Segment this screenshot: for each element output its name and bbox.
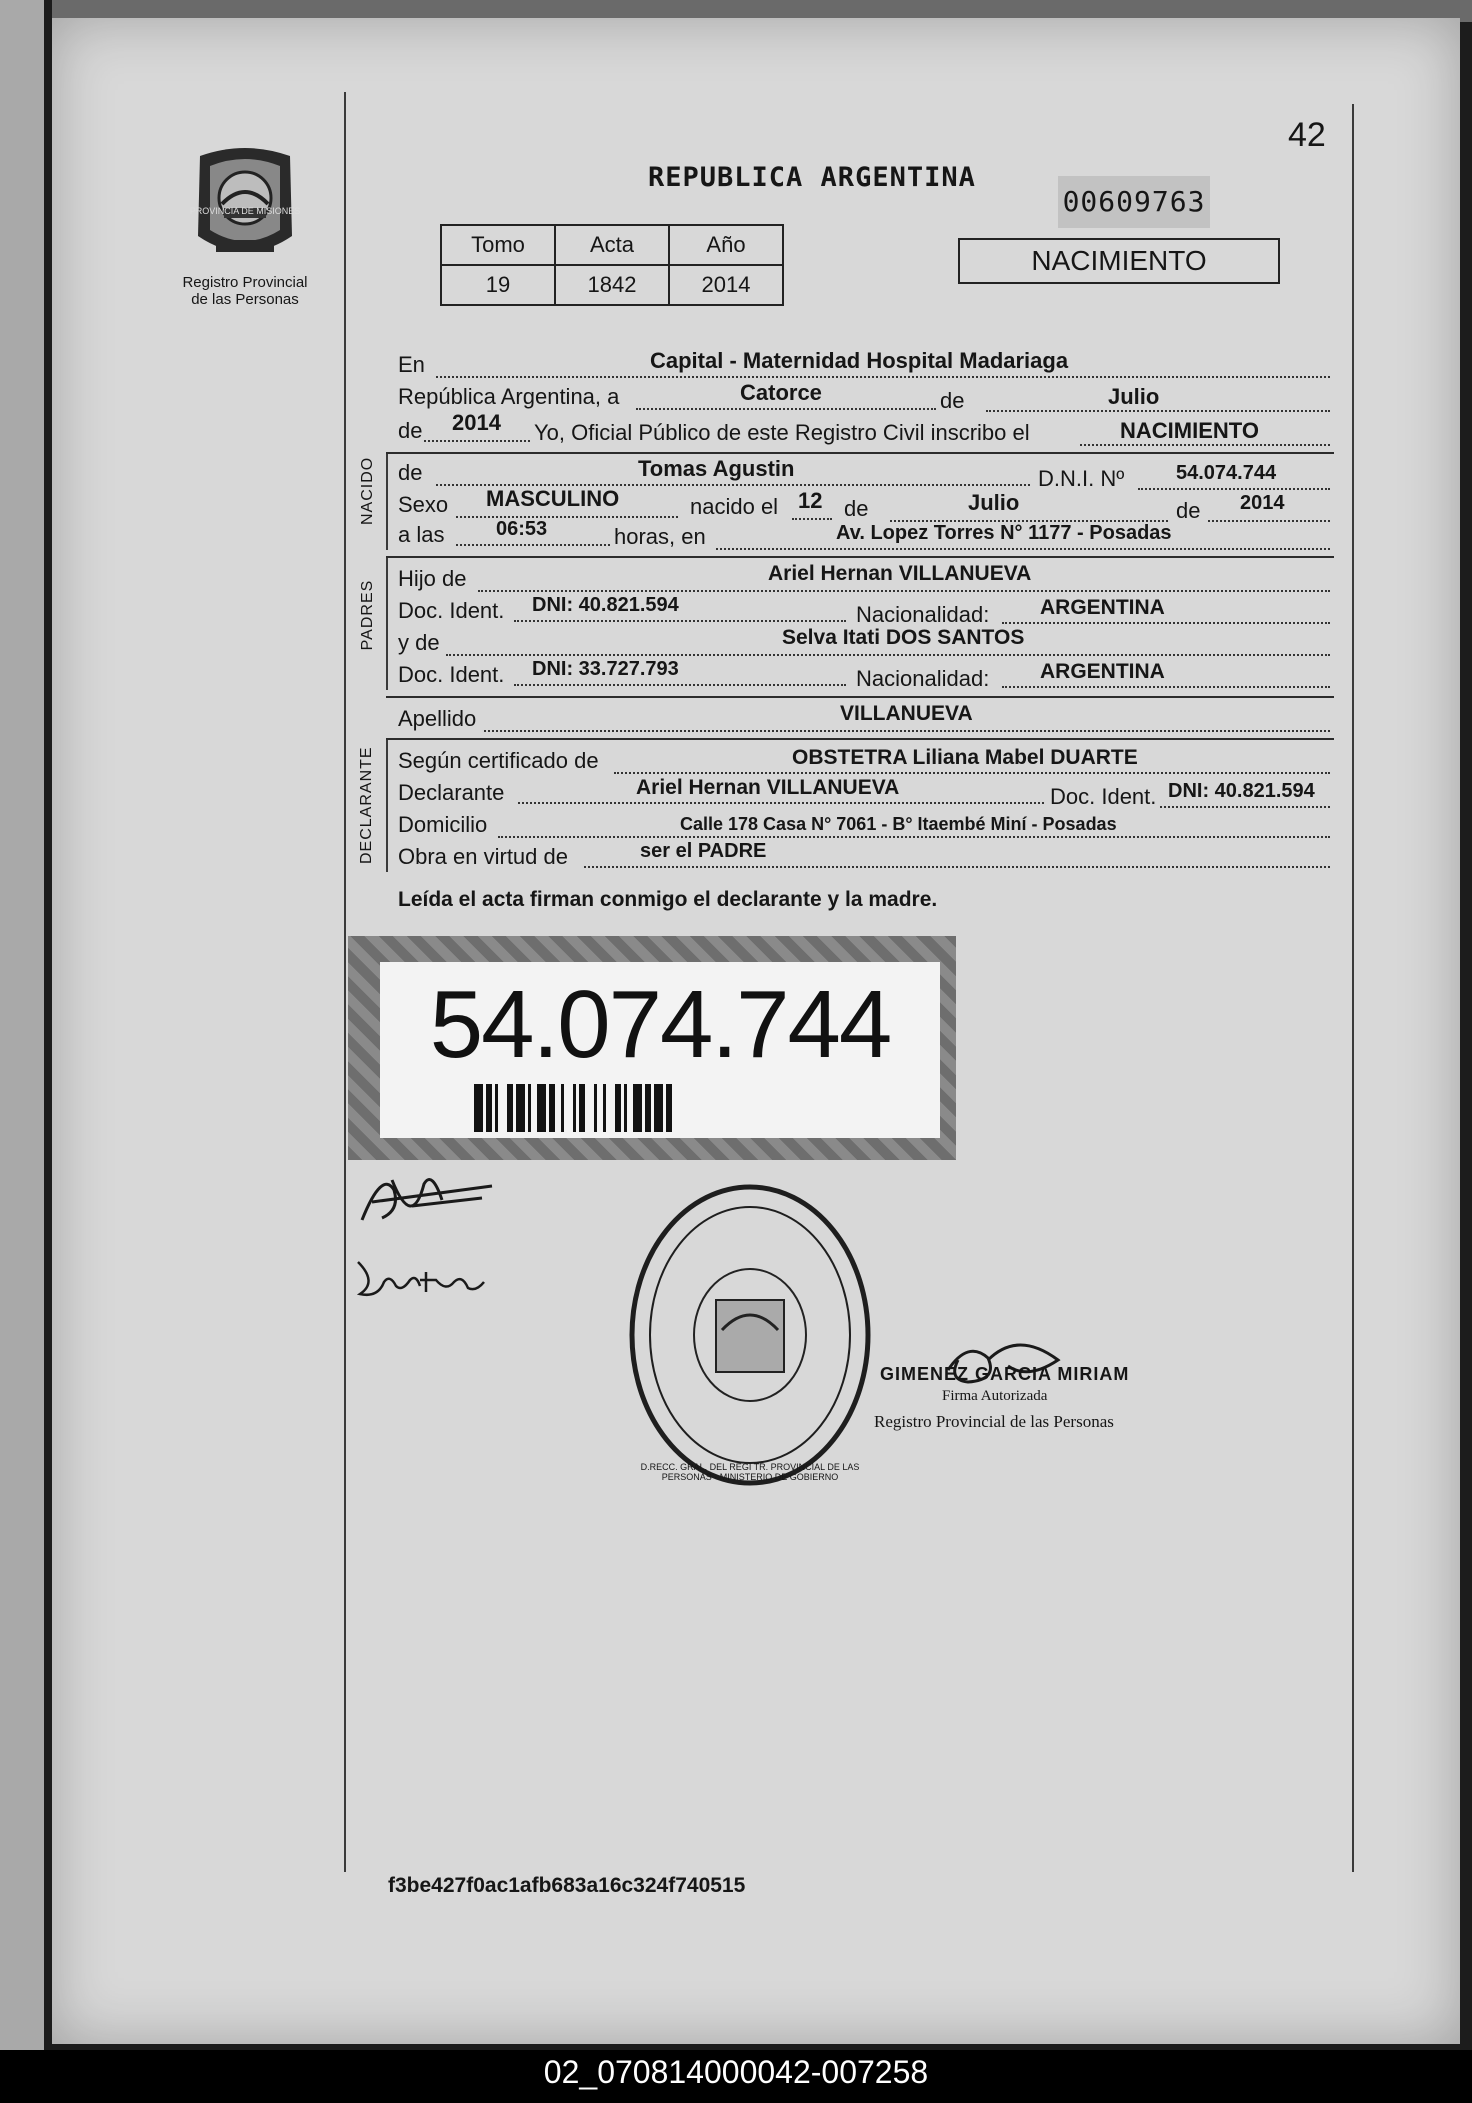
de-label: de: [844, 496, 869, 521]
child-dni-value: 54.074.744: [1176, 462, 1277, 484]
barcode-bar: [507, 1084, 513, 1132]
barcode-bar: [615, 1084, 621, 1132]
right-margin-rule: [1352, 104, 1354, 1872]
document-hash: f3be427f0ac1afb683a16c324f740515: [388, 1874, 746, 1897]
birth-month-value: Julio: [968, 490, 1020, 515]
declarante-label: Declarante: [398, 780, 505, 805]
barcode-bar: [528, 1084, 531, 1132]
time-value: 06:53: [496, 518, 548, 540]
fill-line: [1138, 488, 1330, 490]
mother-signature-icon: [350, 1252, 490, 1304]
barcode-icon: [474, 1084, 844, 1132]
province-logo: [180, 140, 310, 268]
nacido-section-label: NACIDO: [359, 456, 376, 525]
barcode-bar: [537, 1084, 546, 1132]
nacionalidad-label: Nacionalidad:: [856, 666, 990, 691]
barcode-bar: [603, 1084, 606, 1132]
fill-line: [614, 772, 1330, 774]
de-label: de: [398, 460, 423, 485]
declarant-doc-value: DNI: 40.821.594: [1168, 780, 1315, 802]
place-value: Capital - Maternidad Hospital Madariaga: [650, 348, 1069, 373]
barcode-bar: [495, 1084, 498, 1132]
a-las-label: a las: [398, 522, 445, 547]
fill-line: [792, 518, 832, 520]
document-title: REPUBLICA ARGENTINA: [648, 162, 976, 193]
father-name-value: Ariel Hernan VILLANUEVA: [768, 562, 1032, 585]
official-name: GIMENEZ GARCIA MIRIAM: [880, 1364, 1130, 1384]
fill-line: [436, 376, 1330, 378]
barcode-bar: [561, 1084, 564, 1132]
act-type-value: NACIMIENTO: [1120, 418, 1259, 443]
barcode-bar: [666, 1084, 672, 1132]
obra-value: ser el PADRE: [640, 840, 767, 862]
declarante-section-label: DECLARANTE: [358, 746, 375, 864]
page-number: 42: [1288, 116, 1326, 154]
fill-line: [456, 544, 610, 546]
left-margin-rule: [344, 92, 346, 1872]
section-bracket: [386, 740, 388, 872]
hijo-de-label: Hijo de: [398, 566, 467, 591]
tomo-acta-anio-table: [440, 224, 784, 306]
fill-line: [518, 802, 1044, 804]
fill-line: [1002, 622, 1330, 624]
registry-caption: [150, 274, 340, 308]
barcode-bar: [549, 1084, 555, 1132]
adjacent-page-edge: [0, 0, 44, 2060]
doc-ident-label: Doc. Ident.: [1050, 784, 1157, 809]
section-bracket: [386, 558, 388, 690]
republica-label: República Argentina, a: [398, 384, 620, 409]
de-label: de: [398, 418, 423, 443]
fill-line: [986, 410, 1330, 412]
barcode-bar: [654, 1084, 663, 1132]
officer-text: Yo, Oficial Público de este Registro Civil inscribo el: [534, 420, 1030, 445]
barcode-bar: [645, 1084, 651, 1132]
scan-file-code: 02_070814000042-007258: [543, 2054, 929, 2090]
barcode-bar: [579, 1084, 585, 1132]
fill-line: [1208, 520, 1330, 522]
dni-label: D.N.I. Nº: [1038, 466, 1125, 491]
nacionalidad-label: Nacionalidad:: [856, 602, 990, 627]
stamp-text: D.RECC. GRAL. DEL REGI TR. PROVINCIAL DE LAS PERSONAS · MINISTERIO DE GOBIERNO: [640, 1462, 860, 1482]
domicilio-value: Calle 178 Casa N° 7061 - B° Itaembé Miní - Posadas: [680, 814, 1117, 834]
logo-text: PROVINCIA DE MISIONES: [189, 206, 301, 216]
en-label: En: [398, 352, 425, 377]
birth-year-value: 2014: [1240, 492, 1285, 514]
fill-line: [456, 516, 678, 518]
child-name-value: Tomas Agustin: [638, 456, 795, 481]
table-header-cell: Año: [669, 225, 783, 265]
fill-line: [478, 590, 1330, 592]
official-role: Firma Autorizada: [942, 1388, 1048, 1404]
fill-line: [498, 836, 1330, 838]
mother-nationality-value: ARGENTINA: [1040, 660, 1165, 683]
obra-label: Obra en virtud de: [398, 844, 568, 869]
doc-ident-label: Doc. Ident.: [398, 598, 505, 623]
mother-name-value: Selva Itati DOS SANTOS: [782, 626, 1025, 649]
table-cell: 19: [441, 265, 555, 305]
official-oval-stamp: [626, 1180, 874, 1490]
table-header-row: [441, 225, 783, 265]
registry-caption-line1: Registro Provincial: [182, 274, 308, 291]
table-row: [441, 265, 783, 305]
fill-line: [514, 684, 846, 686]
sexo-label: Sexo: [398, 492, 449, 517]
barcode-bar: [624, 1084, 627, 1132]
year-value: 2014: [452, 410, 501, 435]
fill-line: [1080, 444, 1330, 446]
registry-caption-line2: de las Personas: [191, 291, 299, 308]
section-divider: [386, 738, 1334, 740]
sticker-number: 54.074.744: [429, 971, 891, 1078]
section-divider: [386, 696, 1334, 698]
sexo-value: MASCULINO: [486, 486, 620, 511]
misiones-seal-icon: [180, 140, 310, 268]
domicilio-label: Domicilio: [398, 812, 488, 837]
sticker-label-area: [380, 962, 940, 1138]
certificate-value: OBSTETRA Liliana Mabel DUARTE: [792, 746, 1138, 769]
fill-line: [446, 654, 1330, 656]
logo-label: [150, 206, 340, 216]
de-label: de: [940, 388, 965, 413]
declarant-signature-icon: [352, 1160, 502, 1240]
fill-line: [716, 548, 1330, 550]
barcode-bar: [516, 1084, 525, 1132]
de-label: de: [1176, 498, 1201, 523]
fill-line: [424, 440, 530, 442]
father-doc-value: DNI: 40.821.594: [532, 594, 679, 616]
fill-line: [514, 620, 846, 622]
y-de-label: y de: [398, 630, 440, 655]
certificado-label: Según certificado de: [398, 748, 599, 773]
doc-ident-label: Doc. Ident.: [398, 662, 505, 687]
table-cell: 1842: [555, 265, 669, 305]
fill-line: [584, 866, 1330, 868]
padres-section-label: PADRES: [359, 579, 376, 651]
oval-stamp-icon: [626, 1180, 874, 1490]
section-divider: [386, 556, 1334, 558]
fill-line: [1160, 806, 1330, 808]
barcode-bar: [633, 1084, 642, 1132]
closing-text: Leída el acta firman conmigo el declarante y la madre.: [398, 888, 938, 911]
section-divider: [386, 452, 1334, 454]
month-value: Julio: [1108, 384, 1160, 409]
fill-line: [1002, 686, 1330, 688]
table-cell: 2014: [669, 265, 783, 305]
serial-number-stamp: 00609763: [1058, 176, 1210, 228]
fill-line: [636, 408, 936, 410]
apellido-label: Apellido: [398, 706, 477, 731]
day-words-value: Catorce: [740, 380, 822, 405]
record-type-box: NACIMIENTO: [958, 238, 1280, 284]
official-org: Registro Provincial de las Personas: [874, 1412, 1114, 1431]
birth-place-value: Av. Lopez Torres N° 1177 - Posadas: [836, 522, 1172, 544]
declarant-name-value: Ariel Hernan VILLANUEVA: [636, 776, 900, 799]
table-header-cell: Acta: [555, 225, 669, 265]
apellido-value: VILLANUEVA: [840, 702, 973, 725]
nacido-el-label: nacido el: [690, 494, 779, 519]
birth-day-value: 12: [798, 488, 823, 513]
barcode-bar: [474, 1084, 483, 1132]
barcode-bar: [594, 1084, 597, 1132]
section-bracket: [386, 454, 388, 550]
horas-en-label: horas, en: [614, 524, 706, 549]
father-nationality-value: ARGENTINA: [1040, 596, 1165, 619]
barcode-bar: [573, 1084, 576, 1132]
dni-number-sticker: [348, 936, 956, 1160]
table-header-cell: Tomo: [441, 225, 555, 265]
mother-doc-value: DNI: 33.727.793: [532, 658, 679, 680]
fill-line: [484, 730, 1330, 732]
barcode-bar: [486, 1084, 492, 1132]
